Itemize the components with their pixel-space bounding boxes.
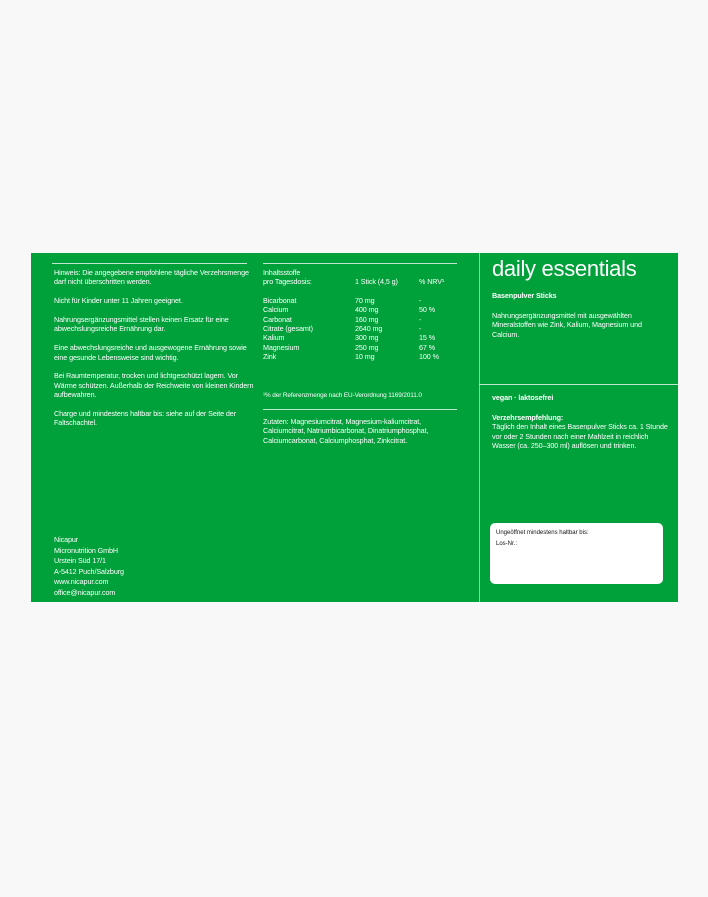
row-name: Kalium: [263, 333, 285, 343]
diet-tags: vegan · laktosefrei: [492, 393, 554, 402]
row-name: Citrate (gesamt): [263, 324, 313, 334]
divider: [479, 384, 678, 385]
zutaten-text: Zutaten: Magnesiumcitrat, Magnesium-kaliumcitrat, Calciumcitrat, Natriumbicarbonat, Dinatriumphosphat, Calciumcarbonat, Calciumphosphat, Zinkcitrat.: [263, 417, 429, 445]
row-nrv: 15 %: [419, 333, 435, 343]
ernaehrung-text: Eine abwechslungsreiche und ausgewogene Ernährung sowie eine gesunde Lebensweise sind wichtig.: [54, 343, 247, 362]
row-amount: 250 mg: [355, 342, 379, 352]
table-row: [263, 333, 444, 342]
kinder-text: Nicht für Kinder unter 11 Jahren geeignet.: [54, 296, 183, 306]
website-link: www.nicapur.com: [54, 577, 109, 587]
lot-number-label: Los-Nr.:: [496, 541, 518, 547]
expiry-label: Ungeöffnet mindestens haltbar bis:: [496, 530, 589, 536]
divider: [263, 263, 457, 264]
header-line-1: Inhaltsstoffe: [263, 268, 301, 277]
product-description: Nahrungsergänzungsmittel mit ausgewählten Mineralstoffen wie Zink, Kalium, Magnesium und Calcium.: [492, 311, 642, 339]
ingredients-column: [263, 253, 479, 602]
lagerung-text: Bei Raumtemperatur, trocken und lichtgeschützt lagern. Vor Wärme schützen. Außerhalb der Reichweite von kleinen Kindern aufbewahren.: [54, 371, 254, 400]
row-nrv: -: [419, 324, 422, 334]
company-name: Nicapur: [54, 535, 79, 544]
header-label: [263, 268, 355, 287]
table-row: [263, 305, 444, 314]
company-name-2: Micronutrition GmbH: [54, 545, 119, 555]
row-amount: 2640 mg: [355, 324, 383, 334]
batch-info-box: [490, 523, 663, 584]
divider: [52, 263, 247, 264]
company-address: [54, 535, 254, 599]
row-nrv: 50 %: [419, 305, 435, 315]
nutrition-table: [263, 268, 444, 362]
warnings-text: [54, 268, 254, 428]
footnote: ¹% der Referenzmenge nach EU-Verordnung 1169/2011.0: [263, 392, 422, 399]
verzehr-text: Täglich den Inhalt eines Basenpulver Sticks ca. 1 Stunde vor oder 2 Stunden nach einer Mahlzeit in reichlich Wasser (ca. 250–300 ml) auflösen und trinken.: [492, 422, 668, 451]
row-amount: 160 mg: [355, 314, 379, 324]
product-title: daily essentials: [492, 256, 637, 281]
row-nrv: -: [419, 295, 422, 305]
product-info-column: [479, 253, 678, 602]
product-label: [31, 253, 678, 602]
header-line-2: pro Tagesdosis:: [263, 277, 312, 287]
divider: [263, 409, 457, 410]
table-row: [263, 324, 444, 333]
row-name: Carbonat: [263, 314, 292, 324]
email-link: office@nicapur.com: [54, 587, 116, 597]
nutrition-table-block: [263, 268, 473, 362]
row-nrv: -: [419, 314, 422, 324]
verzehr-block: [492, 413, 672, 451]
street: Urstein Süd 17/1: [54, 556, 106, 566]
row-name: Bicarbonat: [263, 295, 297, 305]
charge-text: Charge und mindestens haltbar bis: siehe auf der Seite der Faltschachtel.: [54, 409, 236, 428]
city: A-5412 Puch/Salzburg: [54, 566, 124, 576]
ersatz-text: Nahrungsergänzungsmittel stellen keinen Ersatz für eine abwechslungsreiche Ernährung dar.: [54, 315, 229, 334]
header-nrv: % NRV¹: [419, 277, 445, 287]
row-nrv: 67 %: [419, 342, 435, 352]
row-amount: 400 mg: [355, 305, 379, 315]
row-name: Magnesium: [263, 342, 300, 352]
table-row: [263, 352, 444, 361]
table-row: [263, 296, 444, 305]
table-header-row: [263, 268, 444, 287]
hinweis-text: Hinweis: Die angegebene empfohlene tägliche Verzehrsmenge darf nicht überschritten werden.: [54, 268, 249, 287]
table-row: [263, 343, 444, 352]
product-subtitle: Basenpulver Sticks: [492, 291, 557, 300]
table-row: [263, 315, 444, 324]
row-amount: 300 mg: [355, 333, 379, 343]
row-name: Calcium: [263, 305, 289, 315]
verzehr-title: Verzehrsempfehlung:: [492, 413, 564, 422]
row-nrv: 100 %: [419, 352, 439, 362]
row-amount: 70 mg: [355, 295, 375, 305]
header-dose: 1 Stick (4,5 g): [355, 277, 398, 287]
row-amount: 10 mg: [355, 352, 375, 362]
warnings-column: [31, 253, 263, 602]
row-name: Zink: [263, 352, 277, 362]
